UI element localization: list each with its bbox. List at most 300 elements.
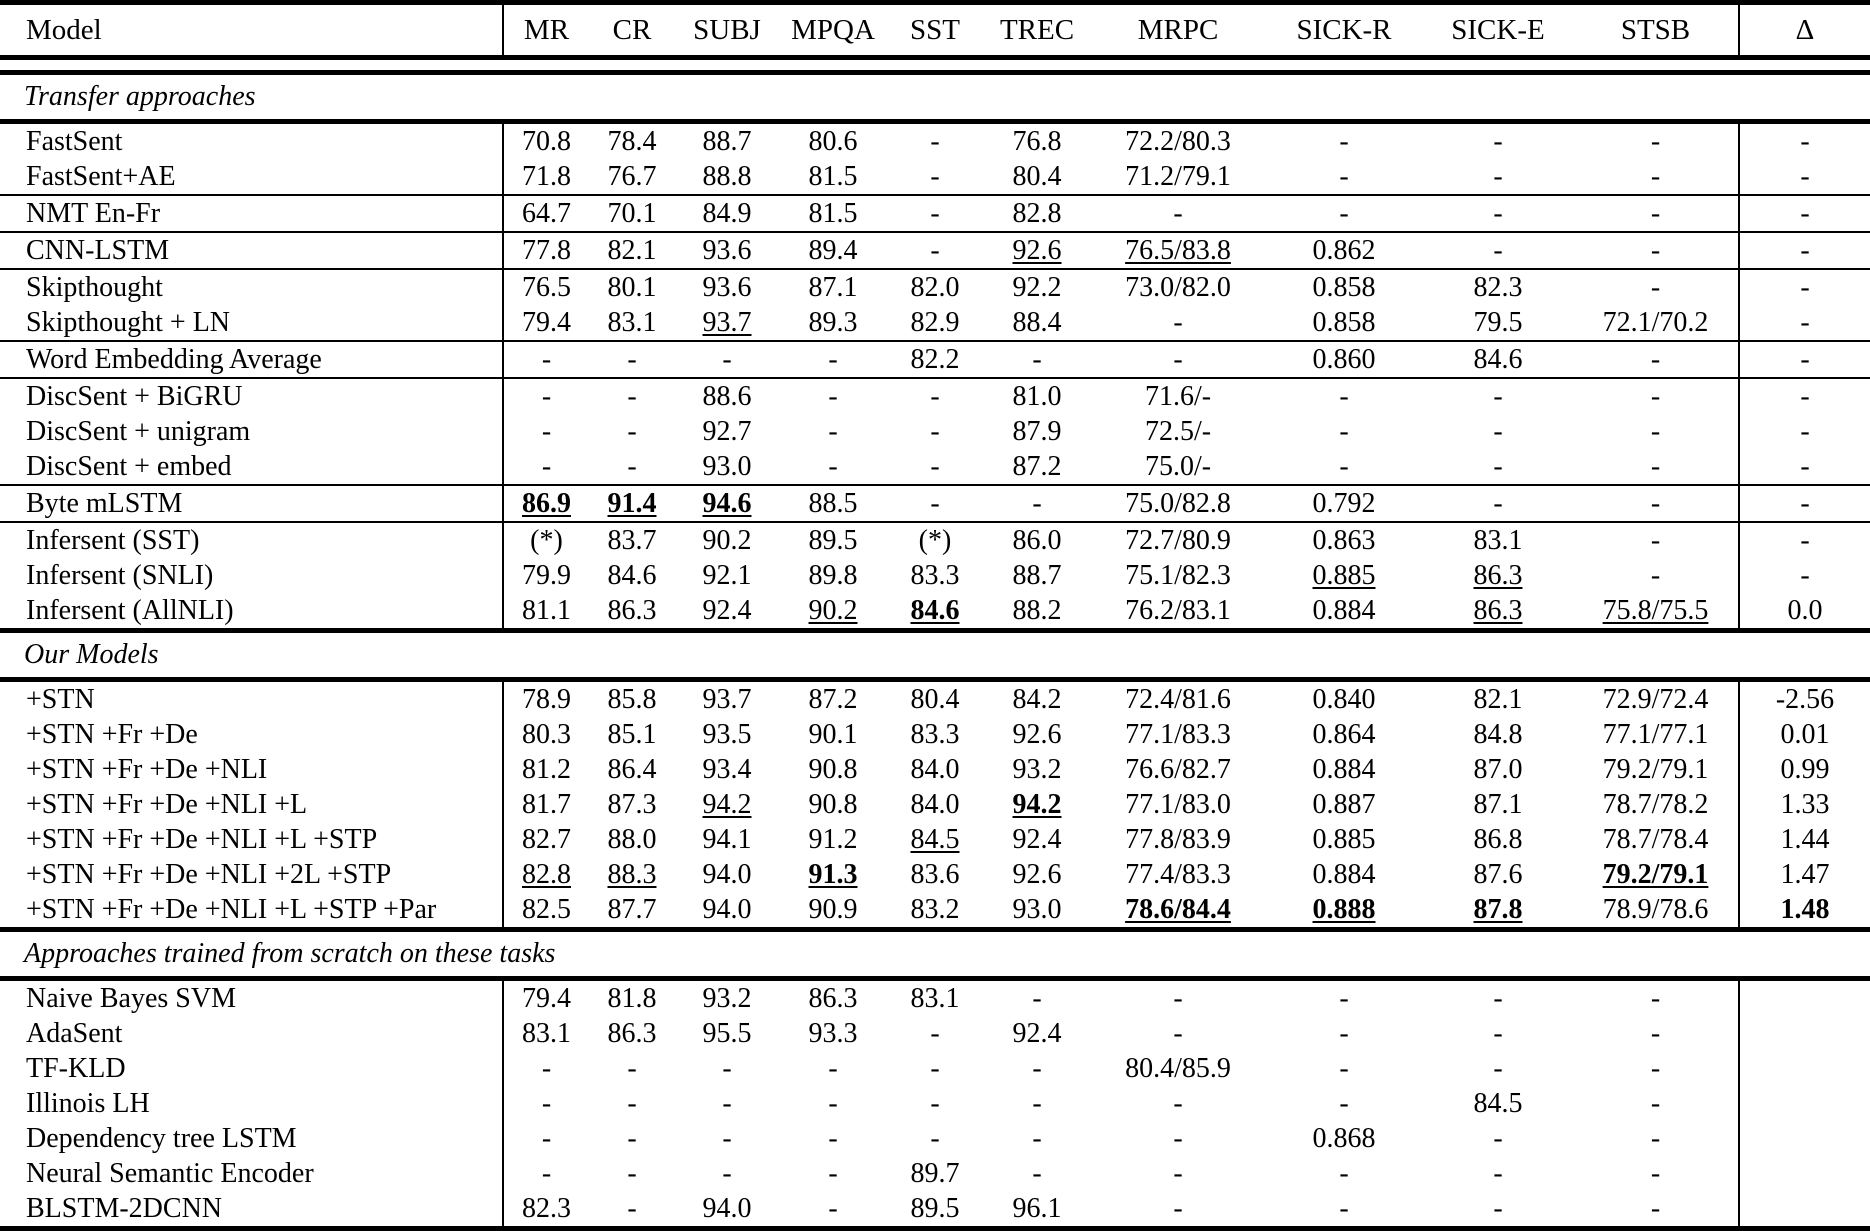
cell-cr: 78.4 <box>589 124 675 159</box>
table-row <box>0 523 1870 558</box>
table-row <box>0 270 1870 305</box>
cell-sicke: 79.5 <box>1423 305 1573 341</box>
table-row <box>0 379 1870 414</box>
cell-mrpc: 80.4/85.9 <box>1091 1051 1265 1086</box>
model-name-cell: Skipthought + LN <box>0 305 503 341</box>
cell-cr: - <box>589 1051 675 1086</box>
cell-mpqa: 80.6 <box>779 124 887 159</box>
cell-value-highlighted: 91.3 <box>809 859 858 890</box>
cell-value-highlighted: 86.3 <box>1474 595 1523 626</box>
cell-trec: - <box>983 486 1091 522</box>
cell-stsb: - <box>1573 1051 1739 1086</box>
cell-mrpc: 72.4/81.6 <box>1091 682 1265 717</box>
cell-value-highlighted: 87.8 <box>1474 894 1523 925</box>
cell-sicke: - <box>1423 1191 1573 1229</box>
cell-stsb: - <box>1573 124 1739 159</box>
cell-sst: - <box>887 1121 983 1156</box>
cell-trec: 80.4 <box>983 159 1091 195</box>
cell-value-highlighted: 94.2 <box>703 789 752 820</box>
cell-trec: - <box>983 342 1091 378</box>
cell-subj: 92.7 <box>675 414 779 449</box>
cell-delta: - <box>1739 523 1870 558</box>
cell-trec: 84.2 <box>983 682 1091 717</box>
cell-trec: 81.0 <box>983 379 1091 414</box>
cell-sickr: 0.885 <box>1265 822 1423 857</box>
column-header-sicke: SICK-E <box>1423 5 1573 58</box>
cell-sst: 83.3 <box>887 717 983 752</box>
cell-sicke: 84.8 <box>1423 717 1573 752</box>
cell-mpqa: 89.3 <box>779 305 887 341</box>
section-label: Transfer approaches <box>0 73 1870 122</box>
model-name-cell: FastSent <box>0 124 503 159</box>
cell-mpqa: - <box>779 1121 887 1156</box>
cell-stsb: - <box>1573 1016 1739 1051</box>
cell-mpqa: - <box>779 1086 887 1121</box>
cell-delta <box>1739 1121 1870 1156</box>
cell-mr: 80.3 <box>503 717 589 752</box>
cell-mr: 82.5 <box>503 892 589 930</box>
model-name-cell: Dependency tree LSTM <box>0 1121 503 1156</box>
table-row <box>0 892 1870 930</box>
cell-mpqa: - <box>779 342 887 378</box>
cell-cr: 86.4 <box>589 752 675 787</box>
cell-delta <box>1739 892 1870 930</box>
cell-stsb: - <box>1573 1086 1739 1121</box>
cell-stsb <box>1573 857 1739 892</box>
cell-sicke: - <box>1423 233 1573 269</box>
cell-sst: - <box>887 1086 983 1121</box>
cell-delta: 1.33 <box>1739 787 1870 822</box>
model-name-cell: +STN +Fr +De +NLI <box>0 752 503 787</box>
cell-sicke: - <box>1423 196 1573 232</box>
model-name-cell: +STN +Fr +De <box>0 717 503 752</box>
cell-sst: - <box>887 233 983 269</box>
table-row <box>0 717 1870 752</box>
cell-sickr: 0.884 <box>1265 857 1423 892</box>
cell-mpqa: 90.9 <box>779 892 887 930</box>
cell-mr: 81.2 <box>503 752 589 787</box>
cell-subj: 93.4 <box>675 752 779 787</box>
cell-trec: 87.2 <box>983 449 1091 485</box>
table-row <box>0 1086 1870 1121</box>
section-label-row <box>0 73 1870 122</box>
cell-sicke: - <box>1423 1016 1573 1051</box>
cell-subj: 88.6 <box>675 379 779 414</box>
cell-value-highlighted: 76.5/83.8 <box>1125 235 1231 266</box>
table-row <box>0 1051 1870 1086</box>
model-name-cell: NMT En-Fr <box>0 196 503 232</box>
model-name-cell: +STN +Fr +De +NLI +L <box>0 787 503 822</box>
cell-mpqa <box>779 593 887 631</box>
cell-cr: - <box>589 342 675 378</box>
cell-delta <box>1739 1016 1870 1051</box>
cell-trec: 82.8 <box>983 196 1091 232</box>
column-header-subj: SUBJ <box>675 5 779 58</box>
cell-sst: 83.1 <box>887 981 983 1016</box>
cell-mrpc: - <box>1091 1121 1265 1156</box>
cell-subj: - <box>675 1121 779 1156</box>
cell-mrpc: 72.2/80.3 <box>1091 124 1265 159</box>
cell-sst: - <box>887 449 983 485</box>
cell-cr: 88.0 <box>589 822 675 857</box>
cell-sickr: - <box>1265 196 1423 232</box>
cell-delta: 0.0 <box>1739 593 1870 631</box>
cell-subj: 94.0 <box>675 857 779 892</box>
cell-cr: 87.7 <box>589 892 675 930</box>
cell-mpqa: - <box>779 1156 887 1191</box>
cell-cr: 80.1 <box>589 270 675 305</box>
cell-delta: 1.44 <box>1739 822 1870 857</box>
cell-value-highlighted: 94.2 <box>1013 789 1062 820</box>
cell-mrpc: 72.5/- <box>1091 414 1265 449</box>
table-row <box>0 414 1870 449</box>
cell-stsb: - <box>1573 1156 1739 1191</box>
table-row <box>0 981 1870 1016</box>
cell-cr <box>589 486 675 522</box>
cell-sst: 80.4 <box>887 682 983 717</box>
column-header-sickr: SICK-R <box>1265 5 1423 58</box>
cell-delta: 0.01 <box>1739 717 1870 752</box>
cell-stsb: - <box>1573 196 1739 232</box>
cell-stsb: 78.7/78.4 <box>1573 822 1739 857</box>
cell-mrpc: 77.1/83.0 <box>1091 787 1265 822</box>
cell-sickr: 0.884 <box>1265 593 1423 631</box>
cell-sst: - <box>887 159 983 195</box>
cell-cr: - <box>589 1156 675 1191</box>
section-label-row <box>0 633 1870 680</box>
cell-delta: - <box>1739 196 1870 232</box>
cell-mpqa: 93.3 <box>779 1016 887 1051</box>
cell-delta: - <box>1739 449 1870 485</box>
model-name-cell: Illinois LH <box>0 1086 503 1121</box>
cell-mr: 77.8 <box>503 233 589 269</box>
model-name-cell: Neural Semantic Encoder <box>0 1156 503 1191</box>
cell-mr: 79.4 <box>503 981 589 1016</box>
cell-mr: 79.4 <box>503 305 589 341</box>
model-name-cell: AdaSent <box>0 1016 503 1051</box>
cell-mr: - <box>503 449 589 485</box>
cell-sst: 83.3 <box>887 558 983 593</box>
column-header-stsb: STSB <box>1573 5 1739 58</box>
cell-stsb: - <box>1573 159 1739 195</box>
cell-sst: 83.6 <box>887 857 983 892</box>
cell-sickr: - <box>1265 124 1423 159</box>
cell-mr: 81.7 <box>503 787 589 822</box>
cell-mrpc: 75.0/- <box>1091 449 1265 485</box>
cell-sickr: 0.858 <box>1265 305 1423 341</box>
table-row <box>0 787 1870 822</box>
cell-stsb: - <box>1573 1191 1739 1229</box>
cell-delta: - <box>1739 558 1870 593</box>
cell-sicke: 84.6 <box>1423 342 1573 378</box>
cell-mrpc: 71.6/- <box>1091 379 1265 414</box>
cell-stsb <box>1573 593 1739 631</box>
table-row <box>0 558 1870 593</box>
cell-stsb: - <box>1573 379 1739 414</box>
model-name-cell: +STN +Fr +De +NLI +2L +STP <box>0 857 503 892</box>
cell-trec: 88.7 <box>983 558 1091 593</box>
cell-mr: 71.8 <box>503 159 589 195</box>
cell-subj: - <box>675 1051 779 1086</box>
cell-sst: - <box>887 1016 983 1051</box>
model-name-cell: Skipthought <box>0 270 503 305</box>
cell-mr <box>503 486 589 522</box>
cell-stsb: - <box>1573 233 1739 269</box>
cell-sicke: 82.3 <box>1423 270 1573 305</box>
model-name-cell: DiscSent + unigram <box>0 414 503 449</box>
model-name-cell: CNN-LSTM <box>0 233 503 269</box>
cell-delta: - <box>1739 159 1870 195</box>
cell-sickr: 0.840 <box>1265 682 1423 717</box>
cell-mrpc: - <box>1091 1016 1265 1051</box>
cell-sickr: - <box>1265 414 1423 449</box>
cell-delta: 0.99 <box>1739 752 1870 787</box>
table-row <box>0 682 1870 717</box>
cell-mr: - <box>503 1156 589 1191</box>
model-name-cell: Infersent (SST) <box>0 523 503 558</box>
cell-trec <box>983 787 1091 822</box>
cell-cr: 86.3 <box>589 593 675 631</box>
cell-mrpc: 75.1/82.3 <box>1091 558 1265 593</box>
cell-stsb: 78.7/78.2 <box>1573 787 1739 822</box>
cell-sicke: - <box>1423 379 1573 414</box>
cell-subj: 94.0 <box>675 892 779 930</box>
cell-mrpc: 77.4/83.3 <box>1091 857 1265 892</box>
cell-subj: 93.0 <box>675 449 779 485</box>
cell-subj: 93.5 <box>675 717 779 752</box>
model-name-cell: TF-KLD <box>0 1051 503 1086</box>
cell-sst: 82.9 <box>887 305 983 341</box>
cell-sicke: 82.1 <box>1423 682 1573 717</box>
cell-cr: 83.1 <box>589 305 675 341</box>
table-row <box>0 1156 1870 1191</box>
model-name-cell: Naive Bayes SVM <box>0 981 503 1016</box>
model-name-cell: FastSent+AE <box>0 159 503 195</box>
cell-delta <box>1739 1051 1870 1086</box>
cell-stsb: - <box>1573 449 1739 485</box>
column-header-mrpc: MRPC <box>1091 5 1265 58</box>
cell-trec: - <box>983 981 1091 1016</box>
table-header-row <box>0 5 1870 58</box>
cell-mpqa: 89.4 <box>779 233 887 269</box>
cell-mrpc: 77.8/83.9 <box>1091 822 1265 857</box>
cell-trec: 96.1 <box>983 1191 1091 1229</box>
cell-mpqa: 87.1 <box>779 270 887 305</box>
cell-mpqa: 91.2 <box>779 822 887 857</box>
cell-mrpc: 76.6/82.7 <box>1091 752 1265 787</box>
cell-sickr: - <box>1265 379 1423 414</box>
cell-mr: 64.7 <box>503 196 589 232</box>
cell-subj <box>675 787 779 822</box>
cell-value-highlighted: 84.6 <box>911 595 960 626</box>
cell-sicke <box>1423 892 1573 930</box>
cell-mr: 76.5 <box>503 270 589 305</box>
cell-mrpc: 77.1/83.3 <box>1091 717 1265 752</box>
cell-trec: - <box>983 1086 1091 1121</box>
cell-sst: 89.7 <box>887 1156 983 1191</box>
cell-trec: 92.2 <box>983 270 1091 305</box>
cell-sicke <box>1423 558 1573 593</box>
model-name-cell: Byte mLSTM <box>0 486 503 522</box>
cell-sickr: - <box>1265 1016 1423 1051</box>
cell-stsb: - <box>1573 981 1739 1016</box>
cell-sicke <box>1423 593 1573 631</box>
cell-delta <box>1739 1156 1870 1191</box>
cell-sst: - <box>887 196 983 232</box>
model-name-cell: +STN <box>0 682 503 717</box>
cell-stsb: 77.1/77.1 <box>1573 717 1739 752</box>
cell-mrpc <box>1091 892 1265 930</box>
cell-mr: - <box>503 379 589 414</box>
model-name-cell: DiscSent + BiGRU <box>0 379 503 414</box>
cell-value-highlighted: 75.8/75.5 <box>1603 595 1709 626</box>
cell-mpqa: 81.5 <box>779 159 887 195</box>
cell-mpqa: 90.1 <box>779 717 887 752</box>
cell-value-highlighted: 0.885 <box>1313 560 1376 591</box>
cell-sst: - <box>887 414 983 449</box>
cell-sickr: 0.858 <box>1265 270 1423 305</box>
cell-subj: - <box>675 342 779 378</box>
cell-cr: 76.7 <box>589 159 675 195</box>
cell-mpqa: - <box>779 414 887 449</box>
cell-mpqa: 89.5 <box>779 523 887 558</box>
cell-mpqa: 90.8 <box>779 752 887 787</box>
cell-mrpc: - <box>1091 981 1265 1016</box>
model-name-cell: Infersent (SNLI) <box>0 558 503 593</box>
cell-mpqa: 87.2 <box>779 682 887 717</box>
cell-mr: 70.8 <box>503 124 589 159</box>
cell-stsb: 72.9/72.4 <box>1573 682 1739 717</box>
cell-stsb: - <box>1573 558 1739 593</box>
cell-mpqa: 81.5 <box>779 196 887 232</box>
model-name-cell: DiscSent + embed <box>0 449 503 485</box>
cell-cr: 82.1 <box>589 233 675 269</box>
cell-mr: 78.9 <box>503 682 589 717</box>
cell-trec: 88.4 <box>983 305 1091 341</box>
cell-mrpc: 75.0/82.8 <box>1091 486 1265 522</box>
cell-mrpc: - <box>1091 1156 1265 1191</box>
cell-sickr: - <box>1265 1086 1423 1121</box>
cell-delta: - <box>1739 124 1870 159</box>
cell-value-highlighted: 90.2 <box>809 595 858 626</box>
cell-sicke: - <box>1423 1051 1573 1086</box>
cell-value-highlighted: 86.3 <box>1474 560 1523 591</box>
cell-stsb: - <box>1573 1121 1739 1156</box>
cell-subj: 93.6 <box>675 233 779 269</box>
cell-sickr: 0.862 <box>1265 233 1423 269</box>
cell-sst: 84.0 <box>887 752 983 787</box>
table-row <box>0 233 1870 269</box>
cell-cr: - <box>589 414 675 449</box>
cell-mrpc: - <box>1091 342 1265 378</box>
cell-sickr: - <box>1265 981 1423 1016</box>
cell-mpqa: 88.5 <box>779 486 887 522</box>
cell-mpqa: 89.8 <box>779 558 887 593</box>
cell-cr <box>589 857 675 892</box>
cell-sickr: 0.863 <box>1265 523 1423 558</box>
cell-cr: - <box>589 449 675 485</box>
table-row <box>0 752 1870 787</box>
cell-mr: - <box>503 1051 589 1086</box>
cell-cr: 86.3 <box>589 1016 675 1051</box>
cell-subj: 90.2 <box>675 523 779 558</box>
cell-sst: 82.0 <box>887 270 983 305</box>
table-row <box>0 159 1870 195</box>
cell-mr <box>503 857 589 892</box>
cell-sst: - <box>887 486 983 522</box>
cell-mrpc: 71.2/79.1 <box>1091 159 1265 195</box>
table-row <box>0 449 1870 485</box>
cell-sickr: - <box>1265 1191 1423 1229</box>
cell-stsb: - <box>1573 486 1739 522</box>
cell-trec: - <box>983 1121 1091 1156</box>
table-row <box>0 342 1870 378</box>
cell-mpqa: - <box>779 449 887 485</box>
cell-mr: (*) <box>503 523 589 558</box>
cell-sicke: - <box>1423 486 1573 522</box>
cell-sickr: 0.887 <box>1265 787 1423 822</box>
table-row <box>0 305 1870 341</box>
cell-trec: 88.2 <box>983 593 1091 631</box>
cell-trec: 86.0 <box>983 523 1091 558</box>
model-name-cell: Infersent (AllNLI) <box>0 593 503 631</box>
rule-cell <box>0 58 1870 73</box>
cell-sst: (*) <box>887 523 983 558</box>
cell-delta <box>1739 981 1870 1016</box>
cell-delta: - <box>1739 486 1870 522</box>
cell-sicke: 86.8 <box>1423 822 1573 857</box>
cell-value-highlighted: 84.5 <box>911 824 960 855</box>
cell-sst: 89.5 <box>887 1191 983 1229</box>
column-header-delta: Δ <box>1739 5 1870 58</box>
cell-sicke: 87.1 <box>1423 787 1573 822</box>
cell-delta: - <box>1739 270 1870 305</box>
cell-sickr <box>1265 892 1423 930</box>
cell-cr: 85.8 <box>589 682 675 717</box>
cell-trec: 92.4 <box>983 822 1091 857</box>
table-row <box>0 1121 1870 1156</box>
column-header-mr: MR <box>503 5 589 58</box>
cell-cr: - <box>589 1086 675 1121</box>
cell-sst: - <box>887 124 983 159</box>
cell-stsb: - <box>1573 270 1739 305</box>
section-label: Our Models <box>0 633 1870 680</box>
cell-delta: - <box>1739 305 1870 341</box>
model-name-cell: +STN +Fr +De +NLI +L +STP +Par <box>0 892 503 930</box>
cell-delta: - <box>1739 233 1870 269</box>
cell-sicke: 84.5 <box>1423 1086 1573 1121</box>
cell-sst <box>887 822 983 857</box>
section-label-row <box>0 932 1870 979</box>
cell-mrpc <box>1091 233 1265 269</box>
cell-value-highlighted: 88.3 <box>608 859 657 890</box>
cell-sst <box>887 593 983 631</box>
cell-subj: 93.2 <box>675 981 779 1016</box>
cell-mrpc: 76.2/83.1 <box>1091 593 1265 631</box>
cell-mr: 83.1 <box>503 1016 589 1051</box>
cell-mrpc: - <box>1091 305 1265 341</box>
cell-sicke: - <box>1423 159 1573 195</box>
table-row <box>0 124 1870 159</box>
model-name-cell: BLSTM-2DCNN <box>0 1191 503 1229</box>
cell-sickr: 0.860 <box>1265 342 1423 378</box>
column-header-sst: SST <box>887 5 983 58</box>
cell-stsb: 79.2/79.1 <box>1573 752 1739 787</box>
section-label: Approaches trained from scratch on these tasks <box>0 932 1870 979</box>
cell-cr: - <box>589 379 675 414</box>
cell-value-highlighted: 94.6 <box>703 488 752 519</box>
cell-mrpc: 72.7/80.9 <box>1091 523 1265 558</box>
